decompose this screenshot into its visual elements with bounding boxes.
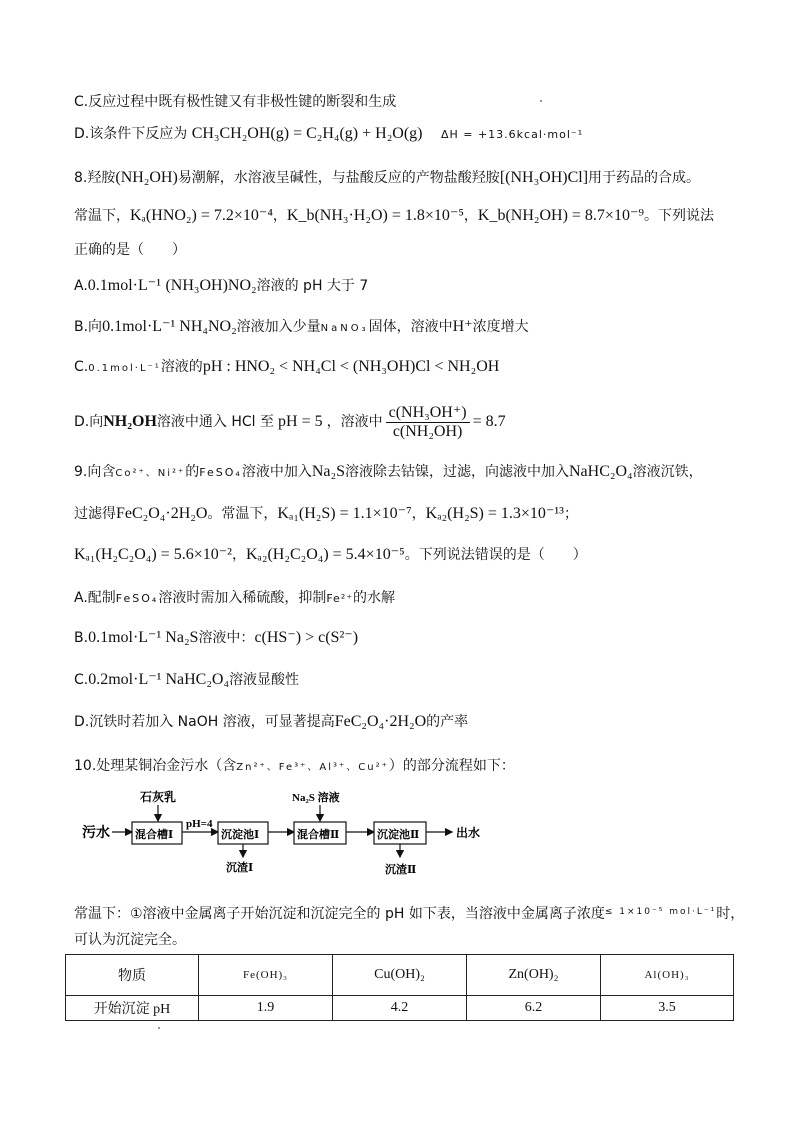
q9-option-b-solution: 0.1mol·L⁻¹ Na₂S <box>88 629 199 646</box>
q7-option-d-equation: CH₃CH₂OH(g) = C₂H₄(g) + H₂O(g) <box>191 125 423 142</box>
q8-option-c <box>74 357 499 379</box>
q9-ka1-h2c2o4: Kₐ₁(H₂C₂O₄) = 5.6×10⁻² <box>74 546 232 563</box>
q9-stem-line1 <box>74 462 703 484</box>
q9-nahc2o4: NaHC₂O₄ <box>568 463 633 480</box>
q8-option-b-text2: 固体，溶液中 <box>368 319 453 335</box>
q9-ka1-h2s: Kₐ₁(H₂S) = 1.1×10⁻⁷ <box>277 505 412 522</box>
q8-option-d-numerator: c(NH₃OH⁺) <box>386 404 470 423</box>
q8-option-a-text: 溶液的 pH 大于 7 <box>256 278 369 294</box>
table-cell: 3.5 <box>601 996 734 1021</box>
q8-salt-formula: [(NH₃OH)Cl] <box>499 169 589 186</box>
flow-out2-label: 沉渣Ⅰ <box>226 862 254 874</box>
q8-option-d-text2: ，溶液中 <box>326 414 383 430</box>
q9-option-d-product: FeC₂O₄·2H₂O <box>334 713 427 730</box>
q8-ka-hno2: Kₐ(HNO₂) = 7.2×10⁻⁴ <box>130 207 273 224</box>
q8-option-b-text3: 浓度增大 <box>472 319 529 335</box>
flow-out4-label: 沉渣Ⅱ <box>385 864 417 876</box>
q9-option-c-label: C. <box>74 672 89 688</box>
q9-option-d-text: D.沉铁时若加入 NaOH 溶液，可显著提高 <box>74 714 335 730</box>
q8-option-d-species: NH₂OH <box>103 413 157 430</box>
q9-text-remove: 溶液除去钴镍，过滤，向滤液中加入 <box>344 464 569 480</box>
table-header-cell: Fe(OH)₃ <box>199 955 333 996</box>
q8-option-b-label: B.向 <box>74 319 103 335</box>
table-cell: 1.9 <box>199 996 333 1021</box>
q9-option-d <box>74 712 468 732</box>
q9-na2s: Na₂S <box>311 463 345 480</box>
q8-option-d-label: D.向 <box>74 414 104 430</box>
q9-ka2-h2s: Kₐ₂(H₂S) = 1.3×10⁻¹³ <box>425 505 564 522</box>
q10-number: 10.处理某铜冶金污水（含 <box>74 758 237 774</box>
flow-output-label: 出水 <box>456 826 481 840</box>
q9-option-d-end: 的产率 <box>426 714 469 730</box>
q9-option-a-text: 溶液时需加入稀硫酸，抑制 <box>158 590 327 606</box>
q9-option-b-relation: c(HS⁻) > c(S²⁻) <box>254 629 359 646</box>
table-header-row <box>66 955 734 996</box>
flow-box1-label: 混合槽Ⅰ <box>135 829 174 841</box>
q9-option-a <box>74 588 395 609</box>
q8-option-d-value: = 8.7 <box>472 413 506 430</box>
q8-stem-text-end: 用于药品的合成。 <box>588 170 701 186</box>
q10-stem-line3 <box>74 930 186 950</box>
q7-option-d-label: D.该条件下反应为 <box>74 126 188 142</box>
q9-stem-line3: Kₐ₁(H₂C₂O₄) = 5.6×10⁻²，Kₐ₂(H₂C₂O₄) = 5.4×10⁻⁵。下列说法错误的是（ ） <box>74 546 587 563</box>
q9-ka2-h2c2o4: Kₐ₂(H₂C₂O₄) = 5.4×10⁻⁵ <box>245 546 405 563</box>
q9-option-b <box>74 628 358 648</box>
q10-text-when: 时， <box>716 906 745 922</box>
q9-option-c <box>74 670 299 690</box>
q7-option-d <box>74 124 583 145</box>
table-header-cell: Cu(OH)₂ <box>333 955 467 996</box>
flow-ph-label: pH=4 <box>186 818 213 830</box>
table-cell: 开始沉淀 pH <box>66 996 199 1021</box>
q9-option-a-label: A.配制 <box>74 590 116 606</box>
q10-threshold: ≤ 1×10⁻⁵ mol·L⁻¹ <box>604 907 717 917</box>
q8-option-c-conc: 0.1mol·L⁻¹ <box>88 363 161 374</box>
table-header-cell: 物质 <box>66 955 199 996</box>
q8-option-a-label: A. <box>74 278 88 294</box>
q8-option-d <box>74 400 506 444</box>
q8-option-d-fraction <box>386 404 470 441</box>
q8-option-c-order: pH : HNO₂ < NH₄Cl < (NH₃OH)Cl < NH₂OH <box>202 358 500 375</box>
q9-option-a-ion: Fe²⁺ <box>326 592 354 605</box>
q8-option-d-text1: 溶液中通入 HCl 至 <box>156 414 275 430</box>
q7-option-c-text: C.反应过程中既有极性键又有非极性键的断裂和生成 <box>74 94 397 110</box>
q8-kb-nh3: K_b(NH₃·H₂O) = 1.8×10⁻⁵ <box>286 207 464 224</box>
q8-question: 正确的是（ ） <box>74 242 186 258</box>
q9-feso4: FeSO₄ <box>199 466 242 479</box>
q10-stem-line2 <box>74 902 744 924</box>
q8-option-b-conc: 0.1mol·L⁻¹ NH₄NO₂ <box>102 318 237 335</box>
q9-option-a-salt: FeSO₄ <box>115 592 159 605</box>
q9-product: FeC₂O₄·2H₂O <box>116 505 208 522</box>
q8-number: 8.羟胺 <box>74 170 116 186</box>
q8-option-b-ion: H⁺ <box>452 318 473 335</box>
q7-option-c <box>74 92 396 112</box>
flow-box2-label: 沉淀池Ⅰ <box>221 829 260 841</box>
scan-speck <box>158 1027 160 1029</box>
q8-option-a-species: (NH₃OH)NO₂ <box>165 277 257 294</box>
flow-box4-label: 沉淀池Ⅱ <box>377 829 420 841</box>
q10-table-intro: 常温下：①溶液中金属离子开始沉淀和沉淀完全的 pH 如下表，当溶液中金属离子浓度 <box>74 906 605 922</box>
q9-text-precip: 溶液沉铁， <box>632 464 703 480</box>
q8-option-b-text1: 溶液加入少量 <box>236 319 321 335</box>
q9-option-b-text: 溶液中： <box>198 630 255 646</box>
q10-text: ）的部分流程如下： <box>388 758 515 774</box>
q9-stem-line2: 过滤得FeC₂O₄·2H₂O。常温下，Kₐ₁(H₂S) = 1.1×10⁻⁷，Kₐ₂(H₂S) = 1.3×10⁻¹³； <box>74 505 578 522</box>
q8-kb-nh2oh: K_b(NH₂OH) = 8.7×10⁻⁹ <box>477 207 644 224</box>
q8-stem-line3 <box>74 240 186 260</box>
table-header-cell: Al(OH)₃ <box>601 955 734 996</box>
flow-reagent2: Na₂S 溶液 <box>292 792 340 804</box>
q10-ions: Zn²⁺、Fe³⁺、Al³⁺、Cu²⁺ <box>236 762 389 773</box>
table-row <box>66 996 734 1021</box>
table-cell: 6.2 <box>467 996 601 1021</box>
table-cell: 4.2 <box>333 996 467 1021</box>
q10-complete-note: 可认为沉淀完全。 <box>74 932 186 948</box>
q8-stem-text: 易潮解，水溶液呈碱性，与盐酸反应的产物盐酸羟胺 <box>177 170 500 186</box>
q9-option-c-text: 溶液显酸性 <box>229 672 300 688</box>
q8-option-c-text: 溶液的 <box>160 359 203 375</box>
q8-stem-line2: 常温下，Kₐ(HNO₂) = 7.2×10⁻⁴，K_b(NH₃·H₂O) = 1.8×10⁻⁵，K_b(NH₂OH) = 8.7×10⁻⁹。下列说法 <box>74 207 714 224</box>
q9-option-c-solution: 0.2mol·L⁻¹ NaHC₂O₄ <box>88 671 230 688</box>
q9-text-of: 的 <box>185 464 200 480</box>
q8-option-a <box>74 276 368 296</box>
flow-box3-label: 混合槽Ⅱ <box>297 829 340 841</box>
q8-option-c-label: C. <box>74 359 89 375</box>
q8-stem-line2-end: 。下列说法 <box>643 208 714 224</box>
q8-option-d-denominator: c(NH₂OH) <box>392 422 463 440</box>
q9-question: 。下列说法错误的是（ ） <box>404 547 587 563</box>
q8-condition: 常温下， <box>74 208 130 224</box>
q9-text-add: 溶液中加入 <box>241 464 312 480</box>
process-flow-diagram <box>80 785 510 885</box>
q9-semicolon: ； <box>563 506 578 522</box>
scan-speck <box>540 100 542 102</box>
q8-hydroxylamine-formula: (NH₂OH) <box>115 169 178 186</box>
q9-option-b-label: B. <box>74 630 89 646</box>
flow-input-label: 污水 <box>82 826 110 841</box>
q8-option-b <box>74 317 529 339</box>
q9-text-filter: 过滤得 <box>74 506 116 522</box>
q9-ions: Co²⁺、Ni²⁺ <box>115 468 186 479</box>
q8-stem-line1 <box>74 168 700 188</box>
q8-option-a-conc: 0.1mol·L⁻¹ <box>87 277 162 294</box>
q8-option-d-ph: pH = 5 <box>278 413 323 430</box>
q7-option-d-enthalpy: ΔH = +13.6kcal·mol⁻¹ <box>440 128 584 141</box>
flow-reagent1: 石灰乳 <box>140 790 177 804</box>
q8-option-b-salt: NaNO₃ <box>320 323 369 334</box>
q9-option-a-end: 的水解 <box>353 590 396 606</box>
q9-number: 9.向含 <box>74 464 116 480</box>
table-header-cell: Zn(OH)₂ <box>467 955 601 996</box>
precipitation-ph-table <box>65 954 734 1021</box>
q9-text-condition: 。常温下， <box>207 506 278 522</box>
q10-stem-line1 <box>74 756 515 778</box>
